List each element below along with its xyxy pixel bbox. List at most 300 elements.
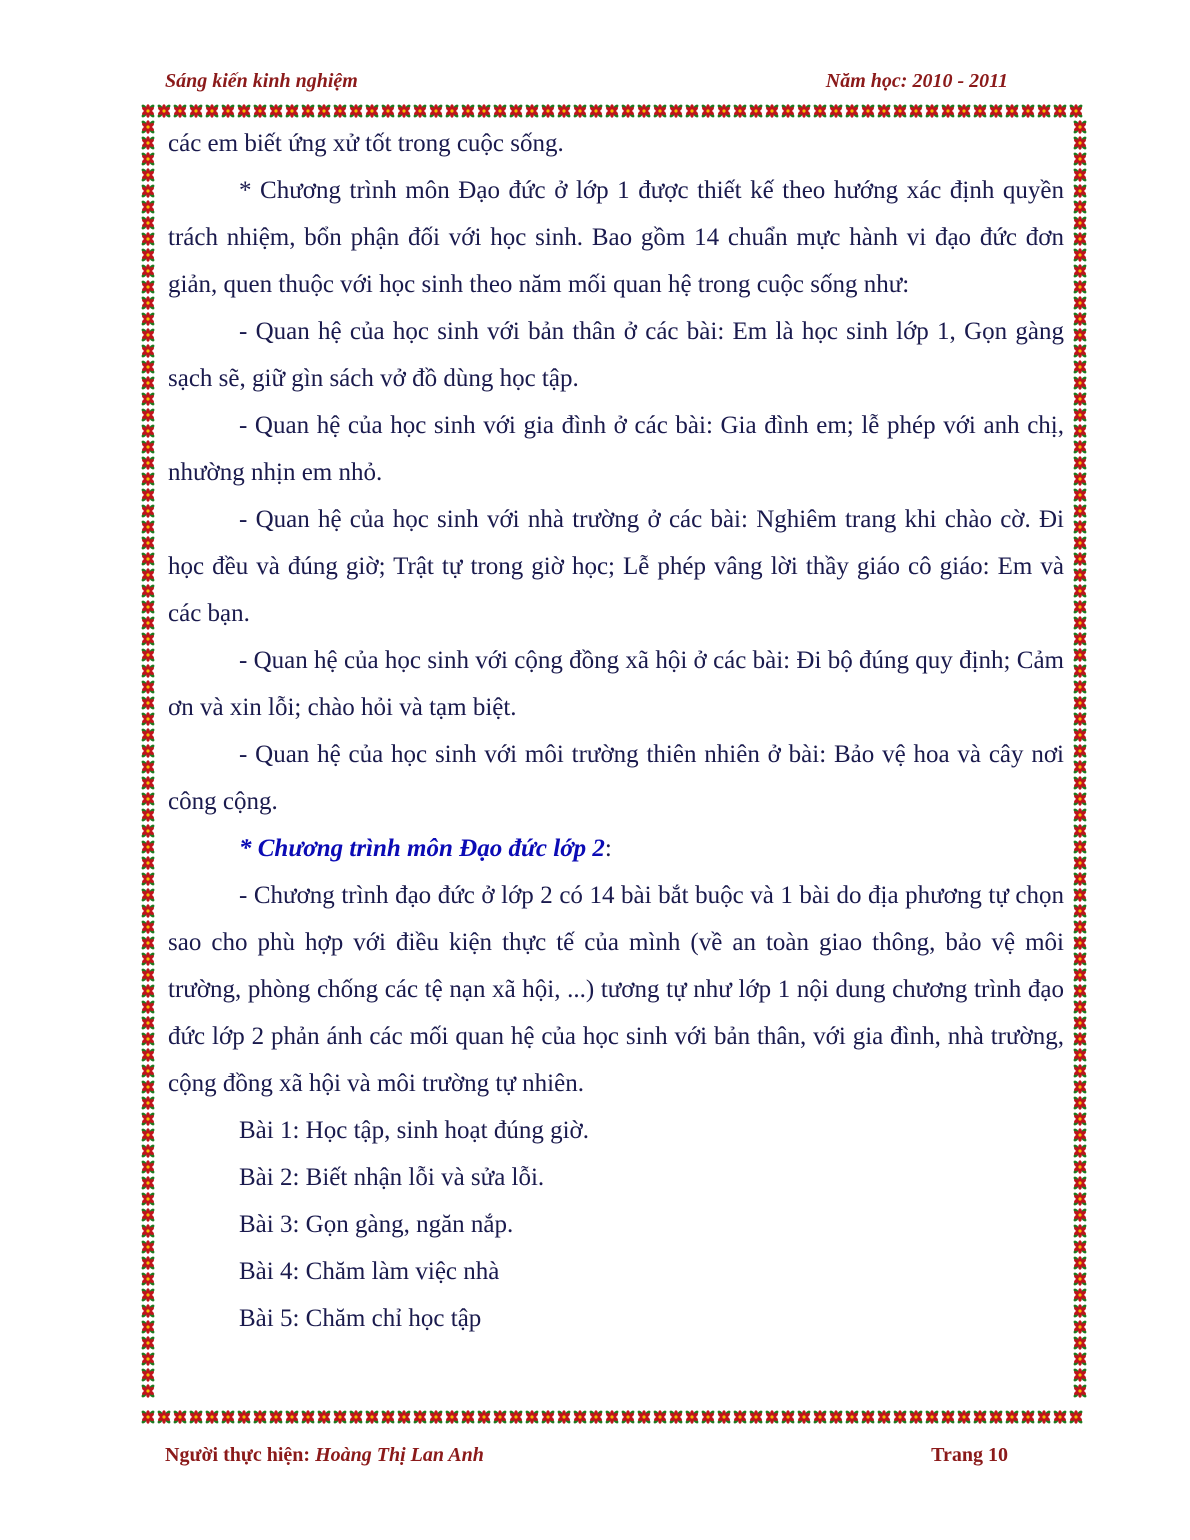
flower-icon <box>1073 680 1088 695</box>
flower-icon <box>141 360 156 375</box>
flower-icon <box>1073 1128 1088 1143</box>
flower-icon <box>765 104 780 119</box>
flower-icon <box>141 568 156 583</box>
flower-icon <box>141 392 156 407</box>
lesson-item: Bài 4: Chăm làm việc nhà <box>239 1258 500 1285</box>
flower-icon <box>893 1410 908 1425</box>
flower-icon <box>141 1256 156 1271</box>
flower-icon <box>1073 120 1088 135</box>
flower-icon <box>1073 392 1088 407</box>
flower-icon <box>333 104 348 119</box>
flower-icon <box>141 1000 156 1015</box>
flower-icon <box>1073 536 1088 551</box>
flower-icon <box>461 1410 476 1425</box>
flower-icon <box>909 1410 924 1425</box>
flower-icon <box>429 104 444 119</box>
paragraph: - Quan hệ của học sinh với gia đình ở các bài: Gia đình em; lễ phép với anh chị, nhường nhịn em nhỏ. <box>168 412 1064 486</box>
flower-icon <box>1073 344 1088 359</box>
flower-icon <box>1073 1384 1088 1399</box>
flower-icon <box>893 104 908 119</box>
flower-icon <box>1073 888 1088 903</box>
flower-icon <box>1073 1240 1088 1255</box>
page-header <box>165 70 1008 93</box>
flower-icon <box>141 1064 156 1079</box>
flower-icon <box>1073 1272 1088 1287</box>
flower-icon <box>1073 920 1088 935</box>
flower-icon <box>1073 280 1088 295</box>
flower-icon <box>797 104 812 119</box>
flower-icon <box>141 1352 156 1367</box>
flower-icon <box>989 104 1004 119</box>
flower-icon <box>141 664 156 679</box>
flower-icon <box>1069 1410 1084 1425</box>
flower-icon <box>1073 968 1088 983</box>
flower-icon <box>1073 1320 1088 1335</box>
flower-icon <box>797 1410 812 1425</box>
flower-icon <box>605 104 620 119</box>
flower-icon <box>1073 152 1088 167</box>
flower-icon <box>141 1272 156 1287</box>
flower-icon <box>365 104 380 119</box>
flower-icon <box>1073 136 1088 151</box>
flower-icon <box>317 104 332 119</box>
flower-icon <box>1073 1336 1088 1351</box>
flower-icon <box>1073 664 1088 679</box>
flower-icon <box>141 264 156 279</box>
flower-icon <box>141 1410 156 1425</box>
flower-icon <box>1073 456 1088 471</box>
flower-icon <box>461 104 476 119</box>
flower-icon <box>733 1410 748 1425</box>
flower-icon <box>1073 824 1088 839</box>
flower-icon <box>1073 264 1088 279</box>
flower-icon <box>141 424 156 439</box>
flower-icon <box>1073 648 1088 663</box>
flower-icon <box>573 1410 588 1425</box>
flower-icon <box>301 104 316 119</box>
flower-icon <box>141 408 156 423</box>
flower-icon <box>1073 616 1088 631</box>
flower-icon <box>1073 600 1088 615</box>
flower-icon <box>941 1410 956 1425</box>
flower-icon <box>685 104 700 119</box>
paragraph: các em biết ứng xử tốt trong cuộc sống. <box>168 130 564 157</box>
flower-icon <box>445 104 460 119</box>
flower-icon <box>157 1410 172 1425</box>
flower-icon <box>1073 328 1088 343</box>
flower-icon <box>397 1410 412 1425</box>
flower-icon <box>1073 1352 1088 1367</box>
flower-icon <box>349 104 364 119</box>
flower-icon <box>141 520 156 535</box>
flower-icon <box>141 584 156 599</box>
flower-icon <box>141 328 156 343</box>
flower-icon <box>941 104 956 119</box>
flower-icon <box>813 1410 828 1425</box>
flower-icon <box>173 1410 188 1425</box>
flower-icon <box>1073 1064 1088 1079</box>
flower-icon <box>237 104 252 119</box>
flower-icon <box>701 1410 716 1425</box>
flower-icon <box>845 104 860 119</box>
footer-author-name: Hoàng Thị Lan Anh <box>315 1444 484 1466</box>
flower-icon <box>477 1410 492 1425</box>
flower-icon <box>1073 488 1088 503</box>
flower-icon <box>1073 952 1088 967</box>
flower-icon <box>781 1410 796 1425</box>
flower-icon <box>141 440 156 455</box>
flower-icon <box>429 1410 444 1425</box>
flower-icon <box>141 632 156 647</box>
flower-icon <box>333 1410 348 1425</box>
flower-icon <box>141 920 156 935</box>
flower-icon <box>749 1410 764 1425</box>
flower-icon <box>1073 1080 1088 1095</box>
flower-icon <box>701 104 716 119</box>
flower-icon <box>141 1368 156 1383</box>
flower-icon <box>1073 1224 1088 1239</box>
flower-icon <box>573 104 588 119</box>
flower-icon <box>141 872 156 887</box>
flower-icon <box>285 1410 300 1425</box>
flower-icon <box>669 104 684 119</box>
flower-icon <box>141 600 156 615</box>
flower-icon <box>557 104 572 119</box>
flower-icon <box>141 200 156 215</box>
flower-icon <box>1037 104 1052 119</box>
flower-icon <box>1073 872 1088 887</box>
flower-icon <box>141 1336 156 1351</box>
flower-icon <box>1073 1112 1088 1127</box>
flower-icon <box>1021 1410 1036 1425</box>
flower-icon <box>413 104 428 119</box>
page-footer <box>165 1444 1008 1467</box>
flower-icon <box>269 1410 284 1425</box>
flower-icon <box>141 1208 156 1223</box>
flower-icon <box>829 104 844 119</box>
flower-icon <box>1073 984 1088 999</box>
flower-icon <box>141 1016 156 1031</box>
flower-icon <box>1073 232 1088 247</box>
flower-icon <box>1073 632 1088 647</box>
flower-icon <box>141 696 156 711</box>
flower-icon <box>509 1410 524 1425</box>
flower-icon <box>141 824 156 839</box>
flower-icon <box>141 1304 156 1319</box>
flower-icon <box>637 1410 652 1425</box>
flower-icon <box>493 1410 508 1425</box>
flower-icon <box>877 1410 892 1425</box>
paragraph: - Chương trình đạo đức ở lớp 2 có 14 bài bắt buộc và 1 bài do địa phương tự chọn sao cho phù hợp với điều kiện thực tế của mình (về an toàn giao thông, bảo vệ môi trường, phòng chống các tệ nạn xã hội, ...) tương tự như lớp 1 nội dung chương trình đạo đức lớp 2 phản ánh các mối quan hệ của học sinh với bản thân, với gia đình, nhà trường, cộng đồng xã hội và môi trường tự nhiên. <box>168 882 1064 1097</box>
flower-icon <box>221 1410 236 1425</box>
flower-icon <box>1073 936 1088 951</box>
flower-icon <box>141 1384 156 1399</box>
flower-icon <box>605 1410 620 1425</box>
flower-icon <box>141 808 156 823</box>
flower-icon <box>1073 1048 1088 1063</box>
flower-icon <box>1073 1144 1088 1159</box>
flower-icon <box>1053 1410 1068 1425</box>
flower-icon <box>141 1128 156 1143</box>
flower-icon <box>621 1410 636 1425</box>
section-heading <box>168 825 1064 872</box>
flower-icon <box>141 152 156 167</box>
flower-icon <box>877 104 892 119</box>
flower-icon <box>1073 712 1088 727</box>
flower-icon <box>141 552 156 567</box>
flower-icon <box>1073 440 1088 455</box>
flower-icon <box>269 104 284 119</box>
flower-icon <box>973 1410 988 1425</box>
flower-icon <box>749 104 764 119</box>
flower-icon <box>1073 1304 1088 1319</box>
flower-icon <box>141 728 156 743</box>
document-body <box>168 120 1064 1342</box>
footer-author-label: Người thực hiện: <box>165 1444 316 1466</box>
flower-icon <box>397 104 412 119</box>
flower-icon <box>1073 408 1088 423</box>
flower-icon <box>381 104 396 119</box>
flower-icon <box>205 104 220 119</box>
flower-icon <box>317 1410 332 1425</box>
flower-icon <box>141 840 156 855</box>
flower-icon <box>1073 744 1088 759</box>
flower-icon <box>1069 104 1084 119</box>
flower-icon <box>509 104 524 119</box>
flower-icon <box>381 1410 396 1425</box>
flower-icon <box>141 1032 156 1047</box>
flower-icon <box>141 104 156 119</box>
flower-icon <box>1073 168 1088 183</box>
flower-icon <box>1073 248 1088 263</box>
flower-icon <box>589 1410 604 1425</box>
flower-icon <box>765 1410 780 1425</box>
flower-icon <box>717 1410 732 1425</box>
flower-icon <box>141 1192 156 1207</box>
flower-icon <box>973 104 988 119</box>
flower-icon <box>1073 1096 1088 1111</box>
flower-icon <box>1073 424 1088 439</box>
paragraph: - Quan hệ của học sinh với bản thân ở các bài: Em là học sinh lớp 1, Gọn gàng sạch sẽ, giữ gìn sách vở đồ dùng học tập. <box>168 318 1064 392</box>
flower-icon <box>1073 840 1088 855</box>
flower-icon <box>1073 904 1088 919</box>
flower-icon <box>925 1410 940 1425</box>
section-heading-text: * Chương trình môn Đạo đức lớp 2 <box>239 835 605 862</box>
footer-author-line <box>165 1444 484 1467</box>
flower-icon <box>1037 1410 1052 1425</box>
flower-icon <box>141 536 156 551</box>
flower-icon <box>141 1144 156 1159</box>
flower-icon <box>829 1410 844 1425</box>
flower-icon <box>1073 520 1088 535</box>
lesson-item: Bài 2: Biết nhận lỗi và sửa lỗi. <box>239 1164 545 1191</box>
flower-icon <box>141 136 156 151</box>
flower-icon <box>1073 200 1088 215</box>
flower-icon <box>141 904 156 919</box>
flower-icon <box>301 1410 316 1425</box>
header-title: Sáng kiến kinh nghiệm <box>165 70 358 92</box>
flower-icon <box>557 1410 572 1425</box>
flower-icon <box>525 1410 540 1425</box>
flower-icon <box>141 952 156 967</box>
flower-icon <box>141 776 156 791</box>
flower-icon <box>141 216 156 231</box>
lesson-item: Bài 1: Học tập, sinh hoạt đúng giờ. <box>239 1117 589 1144</box>
flower-icon <box>253 1410 268 1425</box>
flower-icon <box>493 104 508 119</box>
flower-icon <box>1005 104 1020 119</box>
flower-icon <box>1073 792 1088 807</box>
flower-icon <box>477 104 492 119</box>
flower-icon <box>141 280 156 295</box>
flower-icon <box>621 104 636 119</box>
header-school-year: Năm học: 2010 - 2011 <box>825 70 1008 92</box>
flower-icon <box>1073 504 1088 519</box>
flower-icon <box>141 1288 156 1303</box>
flower-icon <box>141 968 156 983</box>
flower-icon <box>541 1410 556 1425</box>
flower-icon <box>349 1410 364 1425</box>
flower-icon <box>861 1410 876 1425</box>
flower-icon <box>141 120 156 135</box>
flower-icon <box>141 936 156 951</box>
flower-icon <box>1073 1368 1088 1383</box>
flower-icon <box>141 744 156 759</box>
flower-icon <box>141 792 156 807</box>
section-heading-colon: : <box>604 835 612 862</box>
flower-icon <box>285 104 300 119</box>
flower-icon <box>541 104 556 119</box>
flower-icon <box>141 296 156 311</box>
flower-icon <box>1073 776 1088 791</box>
flower-icon <box>653 104 668 119</box>
flower-icon <box>221 104 236 119</box>
flower-icon <box>141 712 156 727</box>
flower-icon <box>1073 312 1088 327</box>
footer-page-number: Trang 10 <box>931 1444 1008 1466</box>
flower-icon <box>1073 568 1088 583</box>
flower-icon <box>141 504 156 519</box>
flower-icon <box>141 376 156 391</box>
lesson-item: Bài 5: Chăm chỉ học tập <box>239 1305 482 1332</box>
flower-icon <box>157 104 172 119</box>
flower-icon <box>141 456 156 471</box>
flower-icon <box>173 104 188 119</box>
flower-icon <box>861 104 876 119</box>
flower-icon <box>925 104 940 119</box>
lesson-item: Bài 3: Gọn gàng, ngăn nắp. <box>239 1211 514 1238</box>
paragraph: - Quan hệ của học sinh với nhà trường ở các bài: Nghiêm trang khi chào cờ. Đi học đều và đúng giờ; Trật tự trong giờ học; Lễ phép vâng lời thầy giáo cô giáo: Em và các bạn. <box>168 506 1064 627</box>
flower-icon <box>205 1410 220 1425</box>
flower-icon <box>141 472 156 487</box>
flower-icon <box>237 1410 252 1425</box>
flower-icon <box>141 1224 156 1239</box>
flower-icon <box>141 760 156 775</box>
flower-icon <box>909 104 924 119</box>
flower-icon <box>141 1160 156 1175</box>
flower-icon <box>1073 808 1088 823</box>
flower-icon <box>141 680 156 695</box>
flower-icon <box>1073 472 1088 487</box>
flower-icon <box>189 104 204 119</box>
flower-icon <box>413 1410 428 1425</box>
flower-icon <box>1073 728 1088 743</box>
paragraph: * Chương trình môn Đạo đức ở lớp 1 được thiết kế theo hướng xác định quyền trách nhiệm, bổn phận đối với học sinh. Bao gồm 14 chuẩn mực hành vi đạo đức đơn giản, quen thuộc với học sinh theo năm mối quan hệ trong cuộc sống như: <box>168 177 1064 298</box>
flower-icon <box>1073 376 1088 391</box>
flower-icon <box>141 856 156 871</box>
flower-icon <box>365 1410 380 1425</box>
flower-icon <box>253 104 268 119</box>
flower-icon <box>1073 1160 1088 1175</box>
flower-icon <box>141 1320 156 1335</box>
flower-icon <box>189 1410 204 1425</box>
flower-icon <box>1053 104 1068 119</box>
flower-icon <box>525 104 540 119</box>
flower-icon <box>141 648 156 663</box>
flower-icon <box>141 616 156 631</box>
paragraph: - Quan hệ của học sinh với cộng đồng xã hội ở các bài: Đi bộ đúng quy định; Cảm ơn và xin lỗi; chào hỏi và tạm biệt. <box>168 647 1064 721</box>
flower-icon <box>1021 104 1036 119</box>
flower-icon <box>141 1080 156 1095</box>
flower-icon <box>989 1410 1004 1425</box>
flower-icon <box>845 1410 860 1425</box>
flower-icon <box>1073 1016 1088 1031</box>
flower-icon <box>1073 1192 1088 1207</box>
flower-icon <box>141 1112 156 1127</box>
flower-icon <box>1073 696 1088 711</box>
flower-icon <box>1073 760 1088 775</box>
flower-icon <box>1073 360 1088 375</box>
flower-icon <box>717 104 732 119</box>
flower-icon <box>141 1240 156 1255</box>
flower-icon <box>1073 1176 1088 1191</box>
flower-icon <box>141 488 156 503</box>
flower-icon <box>1073 584 1088 599</box>
flower-icon <box>141 344 156 359</box>
flower-icon <box>1005 1410 1020 1425</box>
flower-icon <box>141 984 156 999</box>
flower-icon <box>653 1410 668 1425</box>
flower-icon <box>141 1096 156 1111</box>
flower-icon <box>1073 1000 1088 1015</box>
flower-icon <box>141 184 156 199</box>
flower-icon <box>445 1410 460 1425</box>
flower-icon <box>1073 296 1088 311</box>
flower-icon <box>733 104 748 119</box>
flower-icon <box>1073 1032 1088 1047</box>
flower-icon <box>1073 216 1088 231</box>
flower-icon <box>957 104 972 119</box>
flower-icon <box>669 1410 684 1425</box>
paragraph: - Quan hệ của học sinh với môi trường thiên nhiên ở bài: Bảo vệ hoa và cây nơi công cộng. <box>168 741 1064 815</box>
flower-icon <box>1073 1208 1088 1223</box>
flower-icon <box>1073 1256 1088 1271</box>
flower-icon <box>637 104 652 119</box>
flower-icon <box>589 104 604 119</box>
flower-icon <box>141 168 156 183</box>
flower-icon <box>141 1048 156 1063</box>
flower-icon <box>141 1176 156 1191</box>
flower-icon <box>1073 552 1088 567</box>
flower-icon <box>141 248 156 263</box>
flower-icon <box>781 104 796 119</box>
flower-icon <box>1073 1288 1088 1303</box>
flower-icon <box>141 312 156 327</box>
flower-icon <box>957 1410 972 1425</box>
flower-icon <box>1073 856 1088 871</box>
flower-icon <box>141 232 156 247</box>
flower-icon <box>813 104 828 119</box>
